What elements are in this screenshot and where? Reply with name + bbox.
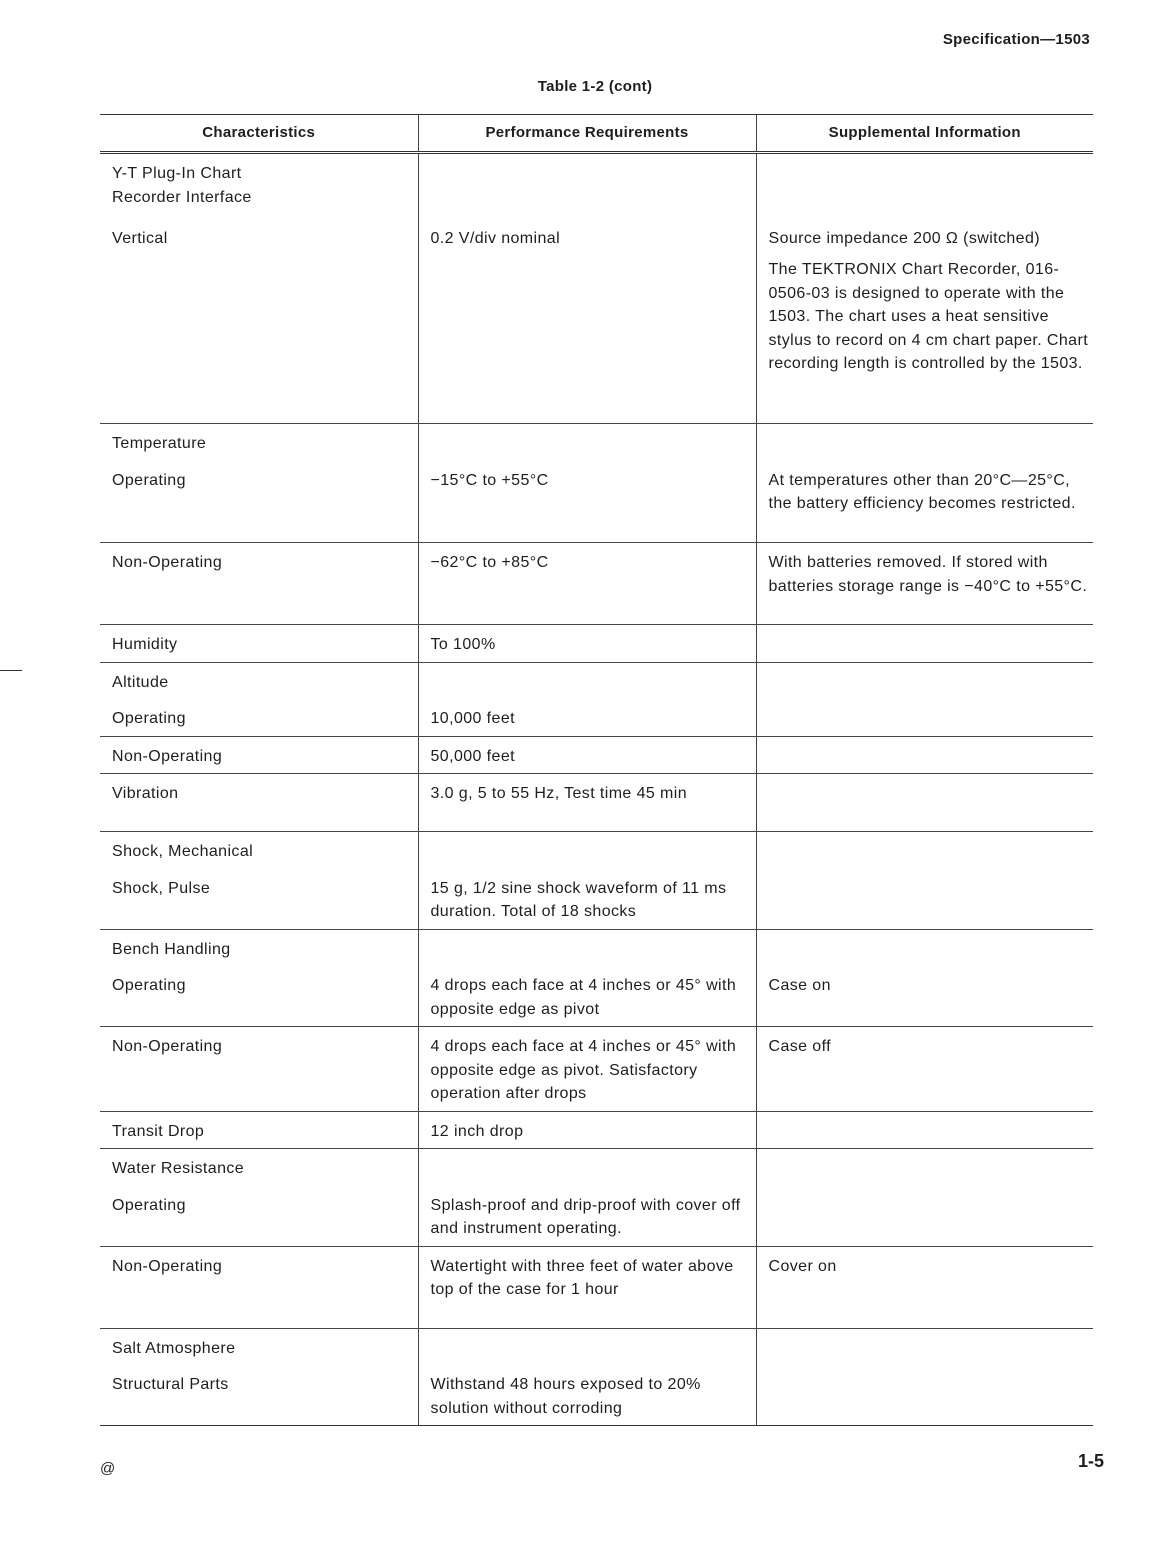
- performance-cell: [418, 424, 756, 461]
- margin-tick-mark: [0, 670, 22, 671]
- table-row: [100, 219, 1093, 424]
- characteristic-label: Vertical: [112, 229, 168, 247]
- performance-text: 4 drops each face at 4 inches or 45° with opposite edge as pivot: [430, 977, 737, 1018]
- table-row: [100, 774, 1093, 832]
- supplemental-cell: [756, 543, 1093, 625]
- supplemental-text: At temperatures other than 20°C—25°C, the battery efficiency becomes restricted.: [768, 471, 1076, 512]
- table-row: [100, 1111, 1093, 1149]
- performance-text: 50,000 feet: [430, 747, 515, 765]
- performance-text: Watertight with three feet of water above top of the case for 1 hour: [430, 1257, 734, 1298]
- performance-text: −62°C to +85°C: [430, 554, 549, 571]
- characteristic-cell: [100, 424, 418, 461]
- table-row: [100, 832, 1093, 869]
- characteristic-cell: [100, 153, 418, 219]
- performance-cell: [418, 461, 756, 543]
- supplemental-cell: [756, 153, 1093, 219]
- table-row: [100, 736, 1093, 774]
- supplemental-cell: [756, 832, 1093, 869]
- characteristic-cell: [100, 1149, 418, 1186]
- characteristic-label: Temperature: [112, 435, 207, 452]
- supplemental-text: Case off: [768, 1038, 831, 1055]
- characteristic-cell: [100, 1111, 418, 1149]
- characteristic-cell: [100, 461, 418, 543]
- performance-text: 10,000 feet: [430, 710, 515, 727]
- supplemental-cell: [756, 774, 1093, 832]
- column-header-performance: Performance Requirements: [418, 115, 756, 153]
- supplemental-cell: [756, 966, 1093, 1027]
- performance-text: 15 g, 1/2 sine shock waveform of 11 ms duration. Total of 18 shocks: [430, 879, 727, 920]
- table-row: [100, 1246, 1093, 1328]
- table-row: [100, 153, 1093, 219]
- characteristic-cell: [100, 774, 418, 832]
- performance-cell: [418, 1328, 756, 1365]
- table-row: [100, 625, 1093, 663]
- supplemental-cell: [756, 699, 1093, 736]
- characteristic-label: Structural Parts: [112, 1376, 229, 1393]
- supplemental-text: With batteries removed. If stored with batteries storage range is −40°C to +55°C.: [768, 554, 1088, 595]
- supplemental-cell: [756, 1149, 1093, 1186]
- table-row: [100, 929, 1093, 966]
- performance-cell: [418, 153, 756, 219]
- characteristic-cell: [100, 869, 418, 930]
- performance-text: 0.2 V/div nominal: [430, 229, 561, 247]
- performance-text: To 100%: [430, 636, 496, 653]
- performance-cell: [418, 625, 756, 663]
- footer-mark: @: [100, 1460, 116, 1477]
- performance-text: 12 inch drop: [430, 1122, 524, 1140]
- supplemental-text: Cover on: [768, 1257, 837, 1275]
- performance-cell: [418, 219, 756, 424]
- characteristic-cell: [100, 929, 418, 966]
- characteristic-label: Operating: [112, 1196, 186, 1214]
- supplemental-cell: [756, 736, 1093, 774]
- characteristic-cell: [100, 1328, 418, 1365]
- performance-cell: [418, 966, 756, 1027]
- table-row: [100, 699, 1093, 736]
- performance-cell: [418, 1365, 756, 1426]
- performance-text: Withstand 48 hours exposed to 20% solution without corroding: [430, 1376, 701, 1417]
- page-number: 1-5: [1077, 1451, 1104, 1471]
- table-header-row: [100, 115, 1093, 153]
- table-row: [100, 543, 1093, 625]
- supplemental-cell: [756, 424, 1093, 461]
- supplemental-cell: [756, 869, 1093, 930]
- table-row: [100, 1149, 1093, 1186]
- characteristic-label: Salt Atmosphere: [112, 1339, 236, 1357]
- table-row: [100, 1328, 1093, 1365]
- performance-cell: [418, 1186, 756, 1247]
- supplemental-text: The TEKTRONIX Chart Recorder, 016-0506-03 is designed to operate with the 1503. The chart uses a heat sensitive stylus to record on 4 cm chart paper. Chart recording length is controlled by the 1503.: [768, 261, 1089, 372]
- characteristic-cell: [100, 662, 418, 699]
- characteristic-cell: [100, 966, 418, 1027]
- supplemental-cell: [756, 1246, 1093, 1328]
- characteristic-label: Operating: [112, 977, 186, 994]
- characteristic-cell: [100, 1027, 418, 1112]
- characteristic-label: Transit Drop: [112, 1122, 205, 1140]
- supplemental-cell: [756, 1186, 1093, 1247]
- supplemental-cell: [756, 1328, 1093, 1365]
- characteristic-cell: [100, 625, 418, 663]
- characteristic-label: Water Resistance: [112, 1160, 245, 1177]
- specification-table: [100, 114, 1093, 1426]
- characteristic-cell: [100, 219, 418, 424]
- supplemental-cell: [756, 929, 1093, 966]
- table-row: [100, 662, 1093, 699]
- characteristic-label: Non-Operating: [112, 1038, 223, 1055]
- supplemental-cell: [756, 625, 1093, 663]
- performance-cell: [418, 1149, 756, 1186]
- performance-cell: [418, 736, 756, 774]
- characteristic-label: Humidity: [112, 636, 178, 653]
- performance-cell: [418, 543, 756, 625]
- characteristic-cell: [100, 1365, 418, 1426]
- characteristic-cell: [100, 543, 418, 625]
- performance-text: −15°C to +55°C: [430, 471, 549, 489]
- column-header-supplemental: Supplemental Information: [756, 115, 1093, 153]
- performance-cell: [418, 1111, 756, 1149]
- characteristic-cell: [100, 699, 418, 736]
- supplemental-text: Case on: [768, 977, 831, 994]
- characteristic-label: Operating: [112, 710, 186, 727]
- performance-text: 4 drops each face at 4 inches or 45° with opposite edge as pivot. Satisfactory operation after drops: [430, 1038, 737, 1102]
- supplemental-cell: [756, 219, 1093, 424]
- table-row: [100, 424, 1093, 461]
- performance-cell: [418, 662, 756, 699]
- characteristic-label: Non-Operating: [112, 554, 223, 571]
- characteristic-label: Shock, Mechanical: [112, 843, 254, 860]
- performance-cell: [418, 869, 756, 930]
- characteristic-cell: [100, 736, 418, 774]
- characteristic-label: Shock, Pulse: [112, 879, 211, 897]
- characteristic-cell: [100, 1186, 418, 1247]
- performance-text: 3.0 g, 5 to 55 Hz, Test time 45 min: [430, 785, 687, 802]
- supplemental-cell: [756, 461, 1093, 543]
- performance-cell: [418, 774, 756, 832]
- table-row: [100, 461, 1093, 543]
- supplemental-text: Source impedance 200 Ω (switched): [768, 229, 1041, 247]
- table-row: [100, 1186, 1093, 1247]
- table-row: [100, 1365, 1093, 1426]
- performance-cell: [418, 832, 756, 869]
- characteristic-label: Vibration: [112, 785, 179, 802]
- running-header: Specification—1503: [942, 31, 1090, 48]
- performance-cell: [418, 699, 756, 736]
- characteristic-label: Non-Operating: [112, 1257, 223, 1275]
- characteristic-cell: [100, 832, 418, 869]
- characteristic-label: Operating: [112, 471, 186, 489]
- characteristic-label: Y-T Plug-In Chart Recorder Interface: [112, 165, 252, 206]
- table-body: [100, 153, 1093, 1426]
- performance-text: Splash-proof and drip-proof with cover off and instrument operating.: [430, 1196, 741, 1237]
- performance-cell: [418, 1027, 756, 1112]
- supplemental-cell: [756, 1027, 1093, 1112]
- performance-cell: [418, 929, 756, 966]
- characteristic-cell: [100, 1246, 418, 1328]
- performance-cell: [418, 1246, 756, 1328]
- supplemental-cell: [756, 662, 1093, 699]
- table-row: [100, 1027, 1093, 1112]
- characteristic-label: Bench Handling: [112, 940, 231, 958]
- table-title: Table 1-2 (cont): [537, 78, 653, 95]
- characteristic-label: Altitude: [112, 673, 169, 691]
- supplemental-cell: [756, 1111, 1093, 1149]
- table-row: [100, 869, 1093, 930]
- characteristic-label: Non-Operating: [112, 747, 223, 765]
- table-row: [100, 966, 1093, 1027]
- supplemental-cell: [756, 1365, 1093, 1426]
- column-header-characteristics: Characteristics: [100, 115, 418, 153]
